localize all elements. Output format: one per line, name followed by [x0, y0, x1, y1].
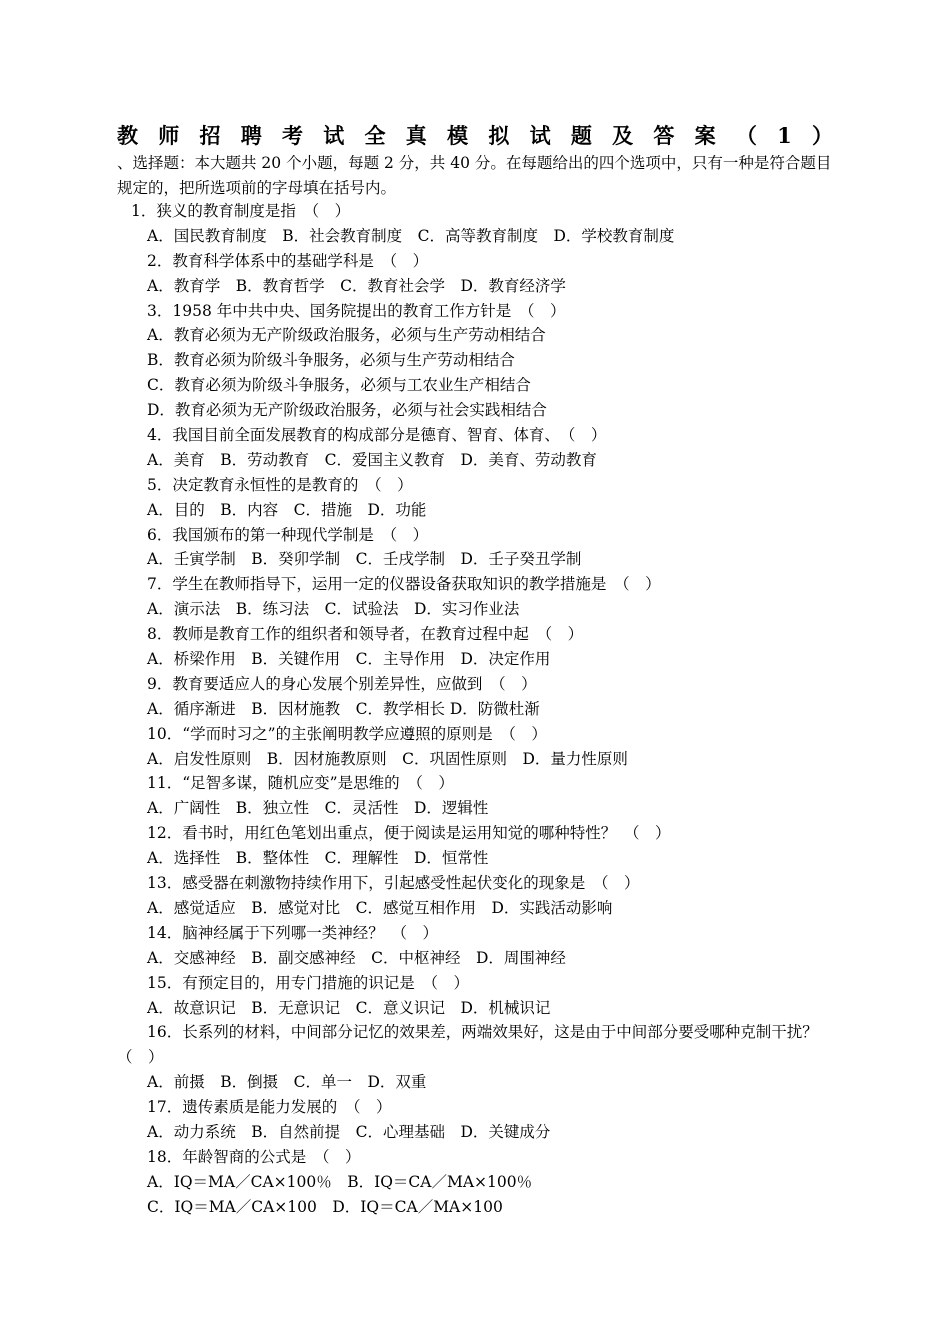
question-12: 12．看书时，用红色笔划出重点，便于阅读是运用知觉的哪种特性？ （ ）: [147, 824, 671, 843]
question-9: 9．教育要适应人的身心发展个别差异性，应做到 （ ）: [147, 674, 537, 693]
options-17: A．动力系统 B．自然前提 C．心理基础 D．关键成分: [147, 1122, 551, 1141]
section-instructions: 、选择题：本大题共 20 个小题，每题 2 分，共 40 分。在每题给出的四个选项中，只有一种是符合题目规定的，把所选项前的字母填在括号内。: [117, 154, 832, 197]
question-7: 7．学生在教师指导下，运用一定的仪器设备获取知识的教学措施是 （ ）: [147, 575, 661, 594]
question-15: 15．有预定目的，用专门措施的识记是 （ ）: [147, 973, 469, 992]
options-15: A．故意识记 B．无意识记 C．意义识记 D．机械识记: [147, 998, 551, 1017]
question-4: 4．我国目前全面发展教育的构成部分是德育、智育、体育、 （ ）: [147, 426, 607, 445]
question-3: 3．1958 年中共中央、国务院提出的教育工作方针是 （ ）: [147, 301, 566, 320]
option-3a: A．教育必须为无产阶级政治服务，必须与生产劳动相结合: [147, 326, 546, 345]
options-6: A．壬寅学制 B．癸卯学制 C．壬戌学制 D．壬子癸丑学制: [147, 550, 582, 569]
question-14: 14．脑神经属于下列哪一类神经？ （ ）: [147, 923, 438, 942]
question-11: 11．“足智多谋，随机应变”是思维的 （ ）: [147, 774, 454, 793]
question-18: 18．年龄智商的公式是 （ ）: [147, 1147, 361, 1166]
option-3c: C．教育必须为阶级斗争服务，必须与工农业生产相结合: [147, 376, 531, 395]
options-7: A．演示法 B．练习法 C．试验法 D．实习作业法: [147, 600, 520, 619]
options-10: A．启发性原则 B．因材施教原则 C．巩固性原则 D．量力性原则: [147, 749, 628, 768]
options-18-cd: C．IQ＝MA／CA×100 D．IQ＝CA／MA×100: [147, 1197, 503, 1216]
options-4: A．美育 B．劳动教育 C．爱国主义教育 D．美育、劳动教育: [147, 450, 597, 469]
options-1: A．国民教育制度 B．社会教育制度 C．高等教育制度 D．学校教育制度: [147, 226, 675, 245]
question-10: 10．“学而时习之”的主张阐明教学应遵照的原则是 （ ）: [147, 724, 547, 743]
options-13: A．感觉适应 B．感觉对比 C．感觉互相作用 D．实践活动影响: [147, 898, 613, 917]
question-13: 13．感受器在刺激物持续作用下，引起感受性起伏变化的现象是 （ ）: [147, 874, 640, 893]
options-16: A．前摄 B．倒摄 C．单一 D．双重: [147, 1073, 427, 1092]
options-11: A．广阔性 B．独立性 C．灵活性 D．逻辑性: [147, 799, 489, 818]
page-title: 教师招聘考试全真模拟试题及答案（1）: [117, 123, 833, 148]
options-18-ab: A．IQ＝MA／CA×100％ B．IQ＝CA／MA×100％: [147, 1172, 533, 1191]
options-8: A．桥梁作用 B．关键作用 C．主导作用 D．决定作用: [147, 650, 551, 669]
options-14: A．交感神经 B．副交感神经 C．中枢神经 D．周围神经: [147, 948, 566, 967]
question-6: 6．我国颁布的第一种现代学制是 （ ）: [147, 525, 429, 544]
question-1: 1．狭义的教育制度是指 （ ）: [131, 202, 351, 220]
options-9: A．循序渐进 B．因材施教 C．教学相长 D．防微杜渐: [147, 699, 540, 718]
options-5: A．目的 B．内容 C．措施 D．功能: [147, 500, 427, 519]
options-12: A．选择性 B．整体性 C．理解性 D．恒常性: [147, 849, 489, 868]
option-3b: B．教育必须为阶级斗争服务，必须与生产劳动相结合: [147, 351, 515, 370]
question-17: 17．遗传素质是能力发展的 （ ）: [147, 1098, 392, 1117]
question-8: 8．教师是教育工作的组织者和领导者，在教育过程中起 （ ）: [147, 625, 584, 644]
question-16: 16．长系列的材料，中间部分记忆的效果差，两端效果好，这是由于中间部分要受哪种克制干扰？ （ ）: [117, 1023, 834, 1067]
question-5: 5．决定教育永恒性的是教育的 （ ）: [147, 475, 413, 494]
option-3d: D．教育必须为无产阶级政治服务，必须与社会实践相结合: [147, 401, 547, 420]
question-2: 2．教育科学体系中的基础学科是 （ ）: [147, 251, 429, 270]
options-2: A．教育学 B．教育哲学 C．教育社会学 D．教育经济学: [147, 276, 566, 295]
question-list: [117, 199, 835, 1220]
